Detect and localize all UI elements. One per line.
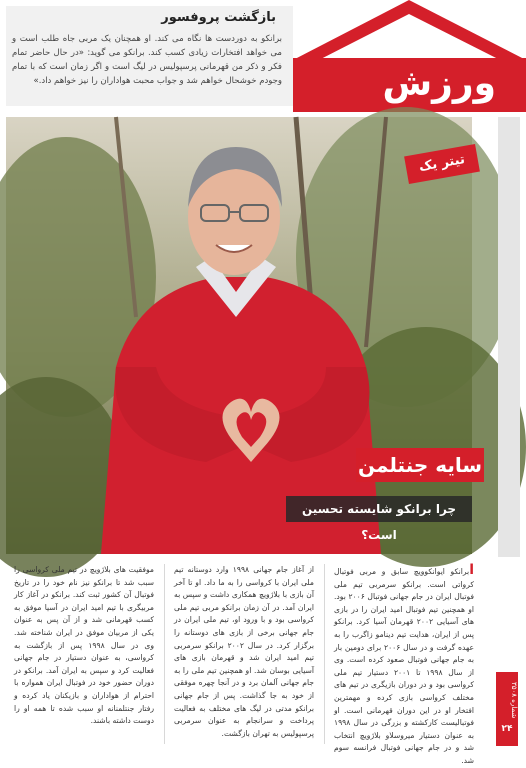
side-rail	[498, 117, 520, 557]
page-header	[0, 0, 526, 112]
issue-label: شماره ۳۵۰۸	[510, 681, 518, 719]
page-number: ۲۴	[501, 724, 513, 734]
article-body	[6, 562, 474, 765]
photo-illustration	[6, 117, 472, 554]
article-column-2: از آغاز جام جهانی ۱۹۹۸ وارد دوستانه تیم ملی ایران با کرواسی را به ما داد. او تا آخر آن بازی با بلاژویچ همکاری داشت و سپس به ایران آمد. در آن زمان برانکو مربی تیم ملی کرواسی بود و با ورود او، تیم ملی ایران در جام جهانی برخی از بازی های دوستانه را برگزار کرد. در سال ۲۰۰۲ برانکو سرمربی تیم امید ایران شد و قهرمان بازی های آسیایی بوسان شد. او همچنین تیم ملی را به جام جهانی آلمان برد و در آنجا چهره موفقی از خود به جا گذاشت. پس از جام جهانی برانکو مدتی در لیگ های مختلف به فعالیت پرداخت و سرانجام به عنوان سرمربی پرسپولیس به تهران بازگشت.	[174, 565, 314, 738]
article-column-1-text: برانکو ایوانکوویچ سابق و مربی فوتبال کرواتی است. برانکو سرمربی تیم ملی فوتبال ایران در جام جهانی فوتبال ۲۰۰۶ بود. او همچنین تیم فوتبال امید ایران را در بازی های آسیایی ۲۰۰۲ قهرمان آسیا کرد. برانکو پس از ایران، هدایت تیم دینامو زاگرب را به عهده گرفت و در سال ۲۰۰۶ برای دومین بار به جام جهانی فوتبال صعود کرده است. وی از سال ۱۹۹۸ تا ۲۰۰۱ دستیار تیم ملی کرواسی بود و در دوران بازیگری در تیم های مختلف کرواسی بازی کرده و مهمترین افتخار او در این دوران قهرمانی است. او فوتبالیست کارکشته و بزرگی در سال ۱۹۹۸ به عنوان دستیار میروسلاو بلاژویچ انتخاب شد و در جام جهانی فوتبال فرانسه سوم شد.	[334, 567, 474, 765]
dropcap: ا	[469, 562, 474, 578]
headline-tag: تیتر یک	[404, 144, 480, 184]
roof-triangle-inner	[311, 14, 508, 64]
article-column-3: موفقیت های بلاژویچ در تیم ملی کرواسی را سبب شد تا برانکو نیز نام خود را در تاریخ فوتبال آن کشور ثبت کند. برانکو در آغاز کار مربیگری با تیم امید ایران در آسیا موفق به کسب قهرمانی شد و از آن پس به عنوان یکی از مربیان موفق در ایران شناخته شد. وی در سال ۱۹۹۸ پس از بازگشت به کرواسی، به عنوان دستیار در جام جهانی فعالیت کرد و سپس به ایران آمد. برانکو در دوران حضور خود در فوتبال ایران همواره با احترام از هواداران و بازیکنان یاد کرده و رفتار جنتلمنانه او سبب شده تا همه او را دوست داشته باشند.	[14, 565, 154, 726]
section-banner	[293, 0, 526, 112]
article-column-1	[334, 562, 474, 765]
column-divider	[164, 564, 165, 744]
subheadline: چرا برانکو شایسته تحسین است؟	[286, 496, 472, 522]
column-divider	[324, 564, 325, 744]
kicker-text: برانکو به دوردست ها نگاه می کند. او همچنان یک مربی جاه طلب است و می خواهد افتخارات زیادی کسب کند. برانکو می گوید: «در حال حاضر تمام فکر و ذکر من قهرمانی پرسپولیس در لیگ است و اگر زمان است که با تمام وجودم خوشحال خواهم شد و جواب محبت هواداران را نیز خواهم داد.»	[12, 34, 282, 86]
cover-photo	[6, 117, 472, 554]
kicker-title: بازگشت پروفسور	[161, 10, 276, 25]
section-title: ورزش	[382, 63, 496, 104]
headline: سایه جنتلمن	[356, 448, 484, 482]
